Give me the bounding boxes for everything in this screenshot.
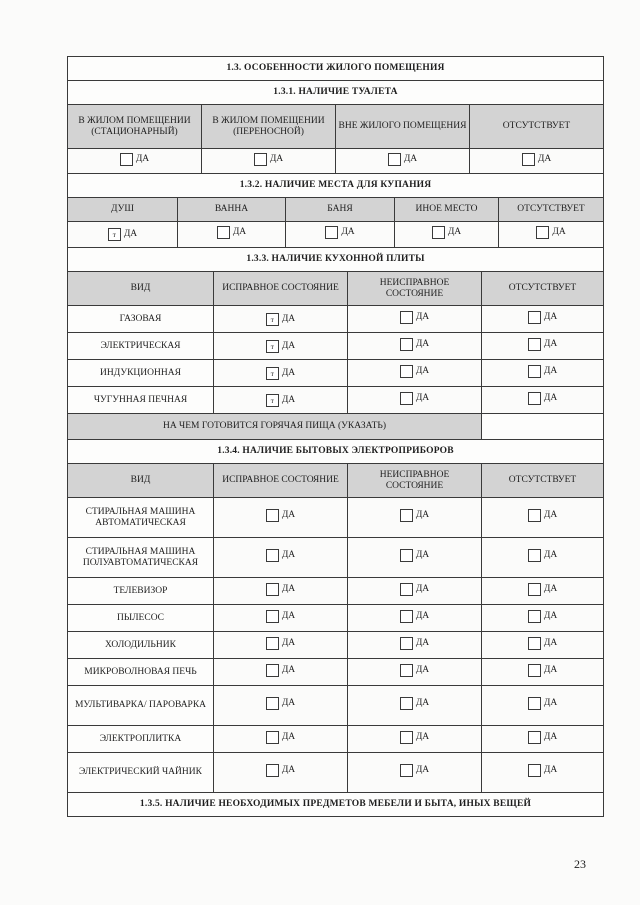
yes-label: ДА: [543, 637, 558, 648]
checkbox[interactable]: [217, 226, 230, 239]
checkbox[interactable]: [266, 764, 279, 777]
yes-label: ДА: [415, 664, 430, 675]
bathing-table: [67, 173, 604, 248]
col-header: ОТСУТСТВУЕТ: [482, 272, 604, 306]
yes-label: ДА: [543, 610, 558, 621]
hot-food-label: НА ЧЕМ ГОТОВИТСЯ ГОРЯЧАЯ ПИЩА (УКАЗАТЬ): [68, 414, 482, 440]
toilet-table: [67, 56, 604, 174]
yes-label: ДА: [281, 765, 296, 775]
furniture-title: 1.3.5. НАЛИЧИЕ НЕОБХОДИМЫХ ПРЕДМЕТОВ МЕБЕЛИ И БЫТА, ИНЫХ ВЕЩЕЙ: [68, 793, 604, 817]
appliance-cell: [348, 632, 482, 659]
col-header: В ЖИЛОМ ПОМЕЩЕНИИ (СТАЦИОНАРНЫЙ): [68, 105, 202, 149]
yes-label: ДА: [123, 229, 138, 239]
col-header: ИСПРАВНОЕ СОСТОЯНИЕ: [214, 464, 348, 498]
stove-cell: [482, 387, 604, 414]
bathing-cell: [178, 222, 286, 248]
checkbox[interactable]: [432, 226, 445, 239]
col-header: ОТСУТСТВУЕТ: [482, 464, 604, 498]
section-title: 1.3. ОСОБЕННОСТИ ЖИЛОГО ПОМЕЩЕНИЯ: [68, 57, 604, 81]
checkbox[interactable]: [400, 610, 413, 623]
appliance-cell: [482, 498, 604, 538]
appliance-cell: [348, 659, 482, 686]
stove-cell: [348, 387, 482, 414]
yes-label: ДА: [269, 153, 284, 164]
checkbox[interactable]: [400, 365, 413, 378]
checkbox[interactable]: [528, 697, 541, 710]
yes-label: ДА: [543, 698, 558, 708]
appliance-cell: [348, 538, 482, 578]
yes-label: ДА: [281, 698, 296, 708]
checkbox[interactable]: [528, 549, 541, 562]
checkbox[interactable]: [522, 153, 535, 166]
appliance-cell: [348, 578, 482, 605]
checkbox[interactable]: [400, 509, 413, 522]
appliance-cell: [482, 686, 604, 726]
appliance-cell: [348, 726, 482, 753]
yes-label: ДА: [281, 313, 296, 324]
checkbox[interactable]: [325, 226, 338, 239]
yes-label: ДА: [281, 394, 296, 405]
appliance-cell: [214, 498, 348, 538]
checkbox[interactable]: [266, 509, 279, 522]
toilet-cell: [336, 149, 470, 174]
checkbox[interactable]: [400, 731, 413, 744]
checkbox[interactable]: [266, 637, 279, 650]
row-label: ИНДУКЦИОННАЯ: [68, 360, 214, 387]
yes-label: ДА: [281, 550, 296, 560]
checkbox[interactable]: [528, 764, 541, 777]
yes-label: ДА: [543, 365, 558, 376]
stove-cell: [482, 360, 604, 387]
checkbox[interactable]: [536, 226, 549, 239]
checkbox[interactable]: [528, 365, 541, 378]
col-header: НЕИСПРАВНОЕ СОСТОЯНИЕ: [348, 272, 482, 306]
col-header: НЕИСПРАВНОЕ СОСТОЯНИЕ: [348, 464, 482, 498]
yes-label: ДА: [281, 664, 296, 675]
row-label: ЭЛЕКТРИЧЕСКИЙ ЧАЙНИК: [68, 753, 214, 793]
row-label: ГАЗОВАЯ: [68, 306, 214, 333]
yes-label: ДА: [537, 153, 552, 164]
hot-food-field[interactable]: [482, 414, 604, 440]
appliance-cell: [214, 578, 348, 605]
col-header: ИСПРАВНОЕ СОСТОЯНИЕ: [214, 272, 348, 306]
yes-label: ДА: [543, 510, 558, 520]
yes-label: ДА: [543, 338, 558, 349]
yes-label: ДА: [415, 731, 430, 742]
checkbox[interactable]: [528, 509, 541, 522]
checkbox[interactable]: [266, 664, 279, 677]
appliance-cell: [214, 659, 348, 686]
checkbox[interactable]: т: [108, 228, 121, 241]
appliance-cell: [348, 686, 482, 726]
yes-label: ДА: [281, 340, 296, 351]
bathing-cell: [395, 222, 499, 248]
toilet-title: 1.3.1. НАЛИЧИЕ ТУАЛЕТА: [68, 81, 604, 105]
bathing-cell: [499, 222, 604, 248]
yes-label: ДА: [543, 765, 558, 775]
bathing-title: 1.3.2. НАЛИЧИЕ МЕСТА ДЛЯ КУПАНИЯ: [68, 174, 604, 198]
row-label: ТЕЛЕВИЗОР: [68, 578, 214, 605]
stove-cell: [214, 306, 348, 333]
appliance-cell: [482, 659, 604, 686]
row-label: СТИРАЛЬНАЯ МАШИНА ПОЛУАВТОМАТИЧЕСКАЯ: [68, 538, 214, 578]
checkbox[interactable]: [266, 549, 279, 562]
checkbox[interactable]: [528, 637, 541, 650]
checkbox[interactable]: т: [266, 340, 279, 353]
row-label: ЭЛЕКТРИЧЕСКАЯ: [68, 333, 214, 360]
yes-label: ДА: [415, 338, 430, 349]
col-header: ВИД: [68, 272, 214, 306]
appliance-cell: [214, 753, 348, 793]
checkbox[interactable]: [528, 610, 541, 623]
yes-label: ДА: [415, 610, 430, 621]
appliances-title: 1.3.4. НАЛИЧИЕ БЫТОВЫХ ЭЛЕКТРОПРИБОРОВ: [68, 440, 604, 464]
checkbox[interactable]: [528, 392, 541, 405]
row-label: ХОЛОДИЛЬНИК: [68, 632, 214, 659]
checkbox[interactable]: [528, 664, 541, 677]
yes-label: ДА: [281, 637, 296, 648]
appliance-cell: [214, 605, 348, 632]
checkbox[interactable]: [388, 153, 401, 166]
col-header: ОТСУТСТВУЕТ: [499, 198, 604, 222]
yes-label: ДА: [415, 583, 430, 594]
yes-label: ДА: [415, 365, 430, 376]
yes-label: ДА: [281, 731, 296, 742]
row-label: МИКРОВОЛНОВАЯ ПЕЧЬ: [68, 659, 214, 686]
stove-cell: [482, 306, 604, 333]
checkbox[interactable]: [254, 153, 267, 166]
col-header: БАНЯ: [286, 198, 395, 222]
page-number: 23: [574, 857, 586, 871]
yes-label: ДА: [552, 227, 566, 237]
yes-label: ДА: [415, 392, 430, 403]
checkbox[interactable]: [400, 583, 413, 596]
stove-cell: [348, 306, 482, 333]
checkbox[interactable]: [266, 583, 279, 596]
stove-cell: [214, 333, 348, 360]
checkbox[interactable]: [400, 338, 413, 351]
row-label: ПЫЛЕСОС: [68, 605, 214, 632]
appliance-cell: [482, 753, 604, 793]
appliance-cell: [482, 605, 604, 632]
appliance-cell: [482, 538, 604, 578]
col-header: ИНОЕ МЕСТО: [395, 198, 499, 222]
appliance-cell: [482, 632, 604, 659]
bathing-cell: [68, 222, 178, 248]
yes-label: ДА: [543, 583, 558, 594]
col-header: В ЖИЛОМ ПОМЕЩЕНИИ (ПЕРЕНОСНОЙ): [202, 105, 336, 149]
checkbox[interactable]: т: [266, 313, 279, 326]
col-header: ВАННА: [178, 198, 286, 222]
checkbox[interactable]: [120, 153, 133, 166]
appliance-cell: [482, 726, 604, 753]
checkbox[interactable]: [266, 610, 279, 623]
checkbox[interactable]: [266, 697, 279, 710]
toilet-cell: [68, 149, 202, 174]
checkbox[interactable]: [400, 392, 413, 405]
yes-label: ДА: [415, 510, 430, 520]
yes-label: ДА: [543, 664, 558, 675]
yes-label: ДА: [447, 227, 462, 237]
checkbox[interactable]: [400, 697, 413, 710]
appliance-cell: [214, 726, 348, 753]
toilet-cell: [470, 149, 604, 174]
yes-label: ДА: [543, 731, 558, 742]
checkbox[interactable]: [400, 549, 413, 562]
yes-label: ДА: [543, 392, 558, 403]
stove-cell: [348, 360, 482, 387]
appliance-cell: [348, 498, 482, 538]
appliance-cell: [214, 632, 348, 659]
row-label: ЭЛЕКТРОПЛИТКА: [68, 726, 214, 753]
appliance-cell: [214, 686, 348, 726]
col-header: ОТСУТСТВУЕТ: [470, 105, 604, 149]
checkbox[interactable]: [528, 338, 541, 351]
checkbox[interactable]: т: [266, 394, 279, 407]
yes-label: ДА: [543, 550, 558, 560]
stove-title: 1.3.3. НАЛИЧИЕ КУХОННОЙ ПЛИТЫ: [68, 248, 604, 272]
checkbox[interactable]: [266, 731, 279, 744]
checkbox[interactable]: [528, 731, 541, 744]
yes-label: ДА: [415, 698, 430, 708]
checkbox[interactable]: т: [266, 367, 279, 380]
yes-label: ДА: [415, 550, 430, 560]
col-header: ВНЕ ЖИЛОГО ПОМЕЩЕНИЯ: [336, 105, 470, 149]
stove-cell: [214, 387, 348, 414]
appliance-cell: [348, 753, 482, 793]
yes-label: ДА: [135, 153, 150, 164]
yes-label: ДА: [341, 227, 355, 237]
stove-cell: [482, 333, 604, 360]
yes-label: ДА: [281, 367, 296, 378]
row-label: СТИРАЛЬНАЯ МАШИНА АВТОМАТИЧЕСКАЯ: [68, 498, 214, 538]
row-label: ЧУГУННАЯ ПЕЧНАЯ: [68, 387, 214, 414]
checkbox[interactable]: [400, 764, 413, 777]
yes-label: ДА: [415, 637, 430, 648]
yes-label: ДА: [281, 583, 296, 594]
yes-label: ДА: [281, 610, 296, 621]
row-label: МУЛЬТИВАРКА/ ПАРОВАРКА: [68, 686, 214, 726]
yes-label: ДА: [403, 153, 418, 164]
checkbox[interactable]: [400, 311, 413, 324]
appliance-cell: [214, 538, 348, 578]
yes-label: ДА: [415, 765, 430, 775]
col-header: ДУШ: [68, 198, 178, 222]
appliances-table: [67, 439, 604, 817]
yes-label: ДА: [232, 227, 247, 237]
checkbox[interactable]: [528, 311, 541, 324]
checkbox[interactable]: [528, 583, 541, 596]
col-header: ВИД: [68, 464, 214, 498]
appliance-cell: [482, 578, 604, 605]
yes-label: ДА: [281, 510, 296, 520]
yes-label: ДА: [415, 311, 430, 322]
toilet-cell: [202, 149, 336, 174]
appliance-cell: [348, 605, 482, 632]
stove-table: [67, 247, 604, 440]
yes-label: ДА: [543, 311, 558, 322]
form-page: [67, 56, 603, 817]
bathing-cell: [286, 222, 395, 248]
stove-cell: [348, 333, 482, 360]
checkbox[interactable]: [400, 664, 413, 677]
stove-cell: [214, 360, 348, 387]
checkbox[interactable]: [400, 637, 413, 650]
